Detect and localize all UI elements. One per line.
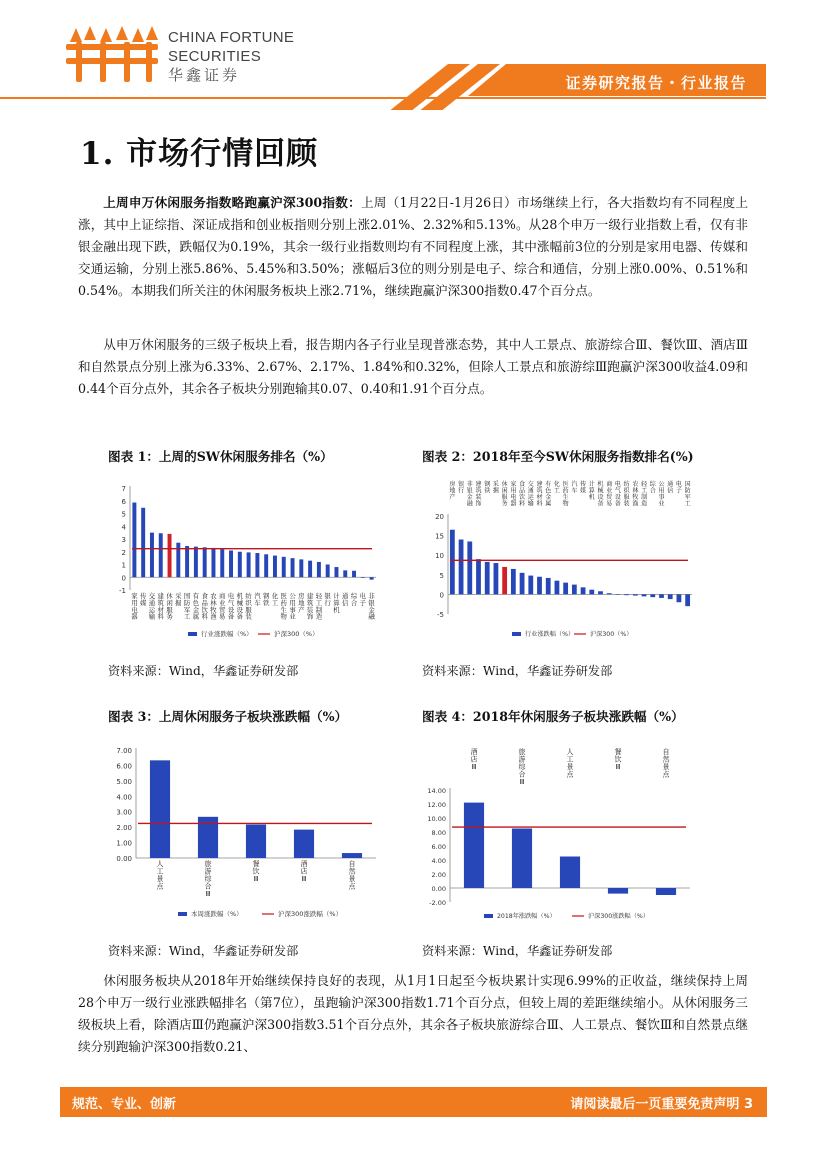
bar-电子 [677, 594, 682, 602]
y-tick-label: -2.00 [429, 899, 446, 907]
bar-电气设备 [229, 550, 233, 577]
bar-化工 [555, 581, 560, 595]
category-label: 非银金融 [466, 481, 473, 508]
category-label: 钢铁 [262, 592, 270, 607]
category-label: 国防军工 [684, 481, 691, 508]
brand-en-line1: CHINA FORTUNE [168, 29, 295, 46]
figure-1-source: 资料来源：Wind，华鑫证券研发部 [108, 664, 299, 678]
category-label: 银行 [324, 592, 331, 607]
category-label: 通信 [667, 481, 674, 495]
category-label: 酒店 Ⅲ [300, 860, 308, 883]
category-label: 食品饮料 [519, 481, 526, 508]
category-label: 轻工制造 [315, 592, 323, 621]
category-label: 房地产 [449, 481, 456, 501]
bar-家用电器 [132, 503, 136, 578]
bar-综合 [650, 594, 655, 597]
legend-swatch-bar [484, 914, 493, 918]
y-tick-label: 15 [435, 532, 444, 541]
category-label: 商业贸易 [219, 592, 226, 621]
footer-bar [60, 1083, 767, 1121]
category-label: 建筑装饰 [475, 481, 482, 508]
bar-酒店Ⅲ [464, 803, 484, 888]
figure-2-source: 资料来源：Wind，华鑫证券研发部 [422, 664, 613, 678]
category-label: 农林牧渔 [210, 592, 217, 621]
category-label: 人工景点 [156, 860, 164, 891]
bar-银行 [326, 565, 330, 578]
category-label: 交通运输 [148, 592, 156, 621]
section-title: 1. 市场行情回顾 [80, 136, 319, 172]
legend-swatch-bar [512, 632, 521, 636]
category-label: 餐饮 Ⅲ [252, 860, 260, 883]
y-tick-label: 7.00 [116, 747, 132, 755]
bar-房地产 [450, 530, 455, 595]
category-label: 建筑装饰 [306, 592, 314, 621]
y-tick-label: 6.00 [431, 843, 446, 851]
y-tick-label: 3.00 [116, 808, 132, 817]
brand-en-line2: SECURITIES [168, 48, 262, 65]
category-label: 农林牧渔 [632, 481, 639, 508]
category-label: 交通运输 [527, 481, 534, 508]
bar-房地产 [299, 559, 303, 577]
category-label: 家用电器 [510, 481, 517, 508]
y-tick-label: 14.00 [427, 787, 446, 795]
y-tick-label: 0.00 [116, 855, 132, 863]
category-label: 休闲服务 [501, 481, 508, 508]
bar-交通运输 [528, 576, 533, 595]
y-tick-label: 3 [121, 536, 126, 544]
bar-综合 [352, 571, 356, 578]
legend-label-line: 沪深300（%） [274, 630, 319, 638]
y-tick-label: 1.00 [116, 839, 132, 848]
category-label: 自然景点 [662, 748, 670, 779]
category-label: 酒店 Ⅲ [470, 748, 478, 771]
bar-自然景点 [656, 888, 676, 895]
category-label: 有色金属 [545, 481, 552, 508]
legend-label-line: 沪深300涨跌幅（%） [588, 913, 650, 920]
category-label: 计算机 [588, 481, 595, 501]
y-tick-label: 2 [121, 548, 126, 557]
category-label: 有色金属 [192, 592, 200, 621]
bar-通信 [668, 594, 673, 599]
figure-3-source: 资料来源：Wind，华鑫证券研发部 [108, 944, 299, 958]
bar-人工景点 [560, 857, 580, 889]
category-label: 国防军工 [183, 592, 191, 621]
y-tick-label: 12.00 [427, 801, 446, 809]
bar-机械设备 [238, 552, 242, 578]
paragraph-1-lead: 上周申万休闲服务指数略跑赢沪深300指数： [103, 195, 361, 210]
bar-建筑材料 [537, 577, 542, 595]
category-label: 化工 [553, 481, 560, 495]
category-label: 轻工制造 [641, 481, 648, 508]
category-label: 医药生物 [280, 592, 287, 621]
figure-3-title: 图表 3：上周休闲服务子板块涨跌幅（%） [108, 709, 348, 724]
category-label: 钢铁 [484, 481, 491, 495]
category-label: 传媒 [580, 481, 587, 495]
bar-传媒 [581, 587, 586, 594]
bar-轻工制造 [642, 594, 647, 596]
paragraph-1 [78, 192, 748, 302]
y-tick-label: -5 [437, 611, 444, 619]
category-label: 公用事业 [289, 592, 296, 621]
bar-计算机 [334, 567, 338, 577]
category-label: 建筑材料 [157, 592, 164, 621]
category-label: 汽车 [254, 592, 261, 607]
y-tick-label: 8.00 [431, 829, 446, 837]
y-tick-label: 7 [121, 485, 126, 493]
bar-农林牧渔 [633, 594, 638, 595]
category-label: 机械设备 [597, 481, 604, 508]
bar-休闲服务 [502, 567, 507, 594]
bar-汽车 [255, 553, 259, 577]
company-logo-icon [62, 24, 162, 86]
bar-纺织服装 [624, 594, 629, 595]
y-tick-label: 10 [435, 552, 444, 561]
bar-采掘 [494, 563, 499, 594]
category-label: 传媒 [139, 592, 147, 607]
category-label: 综合 [649, 481, 656, 495]
category-label: 餐饮 Ⅲ [614, 748, 622, 771]
bar-非银金融 [370, 577, 374, 579]
bar-商业贸易 [220, 549, 224, 577]
chart-figure-4 [422, 738, 698, 924]
legend-label-line: 沪深300（%） [590, 631, 633, 638]
bar-食品饮料 [203, 547, 207, 577]
bar-轻工制造 [317, 562, 321, 577]
bar-国防军工 [185, 546, 189, 577]
bar-建筑装饰 [476, 559, 481, 594]
category-label: 电气设备 [227, 592, 235, 621]
bar-医药生物 [563, 583, 568, 595]
bar-农林牧渔 [211, 548, 215, 577]
legend-label-bar: 行业涨跌幅（%） [525, 631, 575, 638]
bar-家用电器 [511, 569, 516, 594]
bar-有色金属 [194, 547, 198, 578]
bar-酒店Ⅲ [294, 830, 314, 858]
category-label: 机械设备 [236, 592, 244, 621]
category-label: 汽车 [571, 481, 578, 495]
y-tick-label: 10.00 [427, 815, 446, 823]
y-tick-label: 4 [121, 523, 126, 532]
bar-餐饮Ⅲ [246, 825, 266, 858]
y-tick-label: 4.00 [431, 857, 446, 865]
category-label: 电子 [359, 592, 367, 607]
category-label: 电子 [675, 481, 682, 495]
footer-slogan: 规范、专业、创新 [72, 1097, 177, 1112]
category-label: 旅游综合 Ⅲ [518, 748, 526, 786]
category-label: 银行 [458, 481, 465, 495]
bar-公用事业 [659, 594, 664, 598]
bar-建筑材料 [159, 533, 163, 577]
bar-化工 [273, 556, 277, 578]
y-tick-label: 5 [121, 510, 126, 519]
figure-1-title: 图表 1：上周的SW休闲服务排名（%） [108, 449, 333, 464]
legend-swatch-bar [178, 912, 187, 916]
category-label: 自然景点 [348, 860, 356, 891]
legend-swatch-bar [188, 632, 197, 636]
bar-餐饮Ⅲ [608, 888, 628, 894]
bar-自然景点 [342, 853, 362, 858]
bar-食品饮料 [520, 573, 525, 595]
bar-电子 [361, 577, 365, 578]
category-label: 采掘 [175, 592, 182, 607]
paragraph-3: 休闲服务板块从2018年开始继续保持良好的表现，从1月1日起至今板块累计实现6.99%的正收益，继续保持上周28个申万一级行业涨跌幅排名（第7位），虽跑输沪深300指数1.71个百分点，但较上周的差距继续缩小。从休闲服务三级板块上看，除酒店Ⅲ仍跑赢沪深300指数3.51个百分点外，其余各子板块旅游综合Ⅲ、人工景点、餐饮Ⅲ和自然景点继续分别跑输沪深300指数0.21、 [78, 973, 748, 1054]
bar-汽车 [572, 585, 577, 595]
figure-4-source: 资料来源：Wind，华鑫证券研发部 [422, 944, 613, 958]
bar-通信 [343, 570, 347, 577]
category-label: 房地产 [298, 592, 305, 614]
bar-人工景点 [150, 760, 170, 858]
bar-建筑装饰 [308, 561, 312, 578]
legend-label-bar: 行业涨跌幅（%） [201, 630, 253, 638]
bar-国防军工 [685, 594, 690, 606]
category-label: 公用事业 [658, 481, 665, 508]
footer-disclaimer: 请阅读最后一页重要免责声明 3 [570, 1097, 753, 1112]
y-tick-label: 5 [439, 571, 444, 580]
legend-label-bar: 本周涨跌幅（%） [191, 910, 243, 918]
bar-交通运输 [150, 533, 154, 578]
bar-计算机 [589, 590, 594, 595]
paragraph-2: 从申万休闲服务的三级子板块上看，报告期内各子行业呈现普涨态势，其中人工景点、旅游综合Ⅲ、餐饮Ⅲ、酒店Ⅲ和自然景点分别上涨为6.33%、2.67%、2.17%、1.84%和0.32%，但除人工景点和旅游综Ⅲ跑赢沪深300收益4.09和0.44个百分点外，其余各子板块分别跑输其0.07、0.40和1.91个百分点。 [78, 337, 748, 396]
figure-2-title: 图表 2：2018年至今SW休闲服务指数排名(%) [422, 449, 694, 464]
y-tick-label: 5.00 [116, 777, 132, 786]
category-label: 家用电器 [131, 592, 138, 621]
category-label: 建筑材料 [536, 481, 543, 508]
paragraph-1-body: 上周（1月22日-1月26日）市场继续上行，各大指数均有不同程度上涨，其中上证综指、深证成指和创业板指则分别上涨2.01%、2.32%和5.13%。从28个申万一级行业指数上看，仅有非银金融出现下跌，跌幅仅为0.19%，其余一级行业指数则均有不同程度上涨，其中涨幅前3位的分别是家用电器、传媒和交通运输，分别上涨5.86%、5.45%和3.50%；涨幅后3位的则分别是电子、综合和通信，分别上涨0.00%、0.51%和0.54%。本期我们所关注的休闲服务板块上涨2.71%，继续跑赢沪深300指数0.47个百分点。 [78, 195, 748, 298]
bar-非银金融 [467, 541, 472, 594]
y-tick-label: 6 [121, 497, 126, 506]
bar-旅游综合Ⅲ [512, 829, 532, 889]
y-tick-label: 2.00 [431, 871, 446, 879]
category-label: 非银金融 [368, 592, 375, 621]
category-label: 食品饮料 [201, 592, 208, 621]
bar-采掘 [176, 543, 180, 578]
y-tick-label: -1 [119, 587, 126, 595]
bar-有色金属 [546, 578, 551, 594]
category-label: 纺织服装 [245, 592, 252, 621]
brand-block [168, 28, 294, 85]
category-label: 化工 [271, 592, 279, 607]
y-tick-label: 20 [435, 513, 444, 521]
bar-商业贸易 [607, 593, 612, 594]
category-label: 采掘 [492, 481, 499, 495]
brand-cn: 华鑫证券 [168, 67, 241, 84]
bar-公用事业 [291, 558, 295, 577]
chart-figure-2 [422, 474, 698, 642]
bar-机械设备 [598, 591, 603, 594]
category-label: 纺织服装 [623, 481, 630, 508]
y-tick-label: 4.00 [116, 793, 132, 802]
bar-医药生物 [282, 557, 286, 577]
category-label: 旅游综合 Ⅲ [204, 860, 212, 898]
bar-纺织服装 [247, 552, 251, 577]
bar-电气设备 [616, 594, 621, 595]
legend-label-line: 沪深300涨跌幅（%） [278, 910, 343, 918]
bar-休闲服务 [168, 534, 172, 577]
y-tick-label: 0.00 [431, 885, 446, 893]
bar-银行 [459, 540, 464, 595]
chart-figure-1 [108, 474, 384, 642]
category-label: 休闲服务 [166, 592, 173, 621]
bar-钢铁 [264, 554, 268, 577]
figure-4-title: 图表 4：2018年休闲服务子板块涨跌幅（%） [422, 709, 684, 724]
legend-label-bar: 2018年涨跌幅（%） [497, 913, 556, 920]
category-label: 人工景点 [566, 748, 574, 779]
bar-钢铁 [485, 562, 490, 595]
y-tick-label: 0 [121, 574, 126, 583]
chart-figure-3 [108, 738, 384, 924]
y-tick-label: 2.00 [116, 824, 132, 833]
y-tick-label: 6.00 [116, 762, 132, 771]
y-tick-label: 0 [439, 591, 444, 600]
category-label: 综合 [350, 592, 358, 607]
category-label: 计算机 [333, 592, 340, 614]
category-label: 通信 [342, 592, 349, 607]
category-label: 电气设备 [614, 481, 621, 508]
bar-传媒 [141, 508, 145, 577]
category-label: 商业贸易 [606, 481, 613, 508]
category-label: 医药生物 [562, 481, 569, 508]
y-tick-label: 1 [121, 561, 126, 570]
report-type-label: 证券研究报告・行业报告 [565, 74, 747, 92]
